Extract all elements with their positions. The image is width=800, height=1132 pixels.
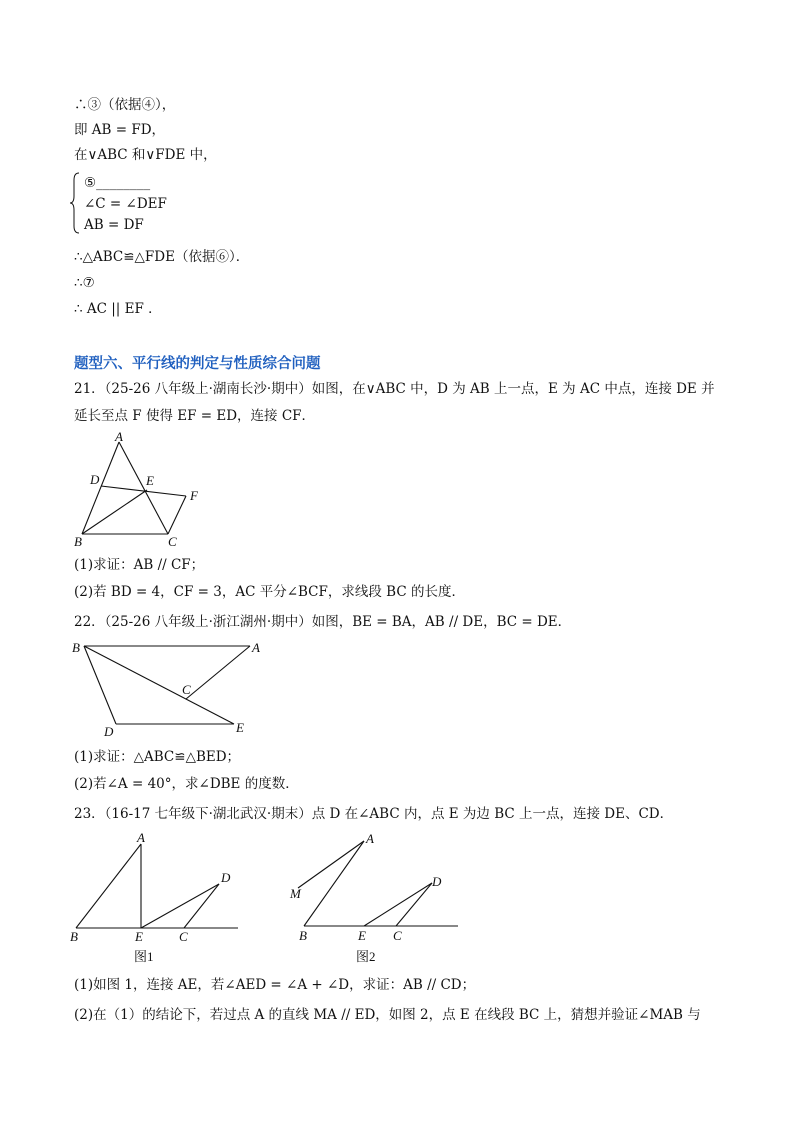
q22-figure (70, 636, 270, 740)
system-line-1: ⑤________ (84, 175, 151, 191)
q23-fig1-label-b: B (70, 929, 78, 944)
q23-fig2-caption: 图2 (356, 949, 376, 964)
q23-fig2-label-b: B (299, 928, 307, 943)
q23-fig1-label-d: D (221, 870, 231, 885)
q22-label-e: E (236, 720, 244, 735)
q23-fig2-label-e: E (358, 928, 366, 943)
proof-line-1: ∴③（依据④）， (74, 97, 176, 113)
q22-part-1: (1)求证：△ABC≌△BED； (74, 749, 241, 765)
q23-part-1: (1)如图 1，连接 AE，若∠AED = ∠A + ∠D，求证：AB // CD； (74, 977, 476, 993)
brace-icon (70, 172, 80, 234)
section-title: 题型六、平行线的判定与性质综合问题 (74, 356, 321, 372)
q21-label-f: F (190, 488, 198, 503)
q23-fig1-label-c: C (179, 929, 188, 944)
q22-stem: 22．（25-26 八年级上·浙江湖州·期中）如图，BE = BA，AB // DE，BC = DE． (74, 614, 572, 630)
q21-label-d: D (90, 472, 100, 487)
proof-line-4: ∴△ABC≌△FDE（依据⑥）． (74, 249, 250, 265)
q21-label-b: B (74, 534, 82, 548)
q23-part-2: (2)在（1）的结论下，若过点 A 的直线 MA // ED，如图 2，点 E 在线段 BC 上，猜想并验证∠MAB 与 (74, 1007, 701, 1023)
q21-figure (72, 430, 212, 548)
proof-line-5: ∴⑦ (74, 275, 95, 291)
q23-fig1-label-e: E (135, 929, 143, 944)
q22-label-d: D (104, 724, 114, 739)
q22-label-b: B (72, 640, 80, 655)
q22-part-2: (2)若∠A = 40°，求∠DBE 的度数． (74, 776, 299, 792)
q23-fig2-label-d: D (432, 874, 442, 889)
proof-line-2: 即 AB = FD， (74, 122, 166, 138)
q21-label-a: A (115, 430, 123, 444)
proof-line-6: ∴ AC || EF ． (74, 301, 162, 317)
q23-fig2-label-c: C (393, 928, 402, 943)
q23-fig1-caption: 图1 (134, 949, 154, 964)
q23-figures (66, 828, 476, 970)
q23-stem: 23．（16-17 七年级下·湖北武汉·期末）点 D 在∠ABC 内，点 E 为边 BC 上一点，连接 DE、CD． (74, 806, 674, 822)
q21-stem-1: 21．（25-26 八年级上·湖南长沙·期中）如图，在∨ABC 中，D 为 AB 上一点，E 为 AC 中点，连接 DE 并 (74, 381, 715, 397)
q21-part-2: (2)若 BD = 4，CF = 3，AC 平分∠BCF，求线段 BC 的长度． (74, 584, 465, 600)
q23-fig2-label-a: A (366, 831, 374, 846)
q21-label-e: E (146, 473, 154, 488)
system-line-3: AB = DF (84, 217, 144, 233)
q22-label-a: A (252, 640, 260, 655)
q21-stem-2: 延长至点 F 使得 EF = ED，连接 CF． (74, 408, 316, 424)
q21-label-c: C (168, 534, 177, 548)
q22-label-c: C (182, 682, 191, 697)
proof-line-3: 在∨ABC 和∨FDE 中， (74, 147, 217, 163)
q23-fig2-label-m: M (290, 886, 301, 901)
system-line-2: ∠C = ∠DEF (84, 196, 167, 212)
q21-part-1: (1)求证：AB // CF； (74, 557, 205, 573)
q23-fig1-label-a: A (137, 830, 145, 845)
